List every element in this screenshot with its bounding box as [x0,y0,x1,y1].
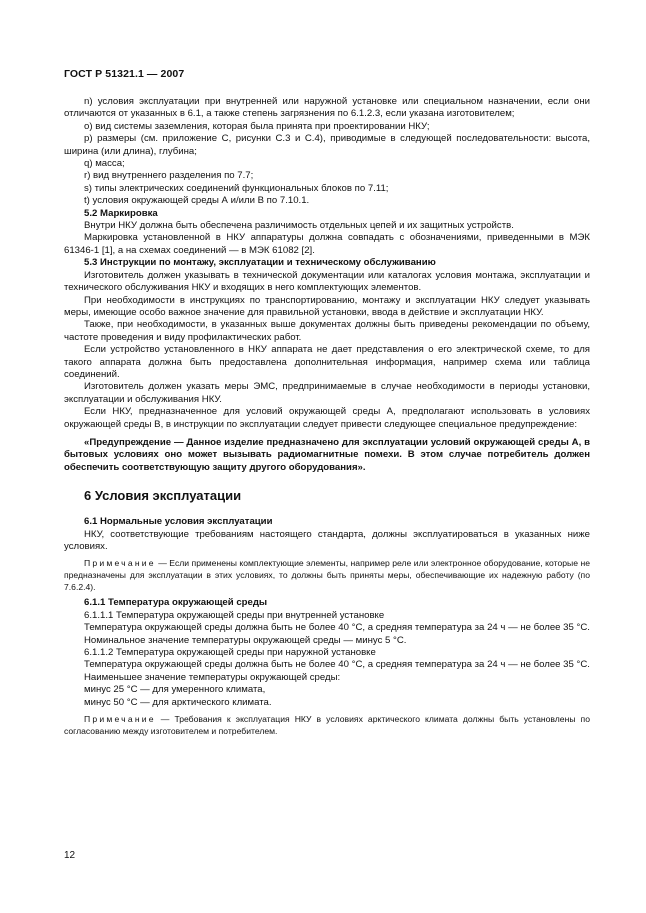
paragraph: р) размеры (см. приложение С, рисунки С.3 и С.4), приводимые в следующей последовательности: высота, ширина (или длина), глубина; [64,133,590,157]
paragraph: минус 25 °С — для умеренного климата, [84,684,266,696]
paragraph: При необходимости в инструкциях по транспортированию, монтажу и эксплуатации НКУ следует указывать меры, имеющие особо важное значение для правильной установки, ввода в действие и эксплуатации НКУ. [64,294,590,318]
page-number: 12 [64,850,76,861]
paragraph: Номинальное значение температуры окружающей среды — минус 5 °С. [84,634,407,646]
section-heading-6: 6 Условия эксплуатации [84,488,242,504]
paragraph: Наименьшее значение температуры окружающей среды: [84,671,341,683]
paragraph: n) условия эксплуатации при внутренней или наружной установке или специальном назначении, если они отличаются от указанных в 6.1, а также степень загрязнения по 6.1.2.3, если указана изготовителем; [64,96,590,120]
paragraph: Изготовитель должен указать меры ЭМС, предпринимаемые в случае необходимости в периоды установки, эксплуатации и обслуживания НКУ. [64,381,590,405]
warning-text: «Предупреждение — Данное изделие предназначено для эксплуатации условий окружающей среды А, в бытовых условиях оно может вызывать радиомагнитные помехи. В этом случае потребитель должен обеспечить соответствующую защиту другого оборудования». [64,436,590,473]
section-heading-6-1: 6.1 Нормальные условия эксплуатации [84,516,273,528]
section-heading-5-3: 5.3 Инструкции по монтажу, эксплуатации и техническому обслуживанию [84,257,436,269]
paragraph: Если НКУ, предназначенное для условий окружающей среды А, предполагают использовать в условиях окружающей среды В, в инструкции по эксплуатации следует привести следующее специальное предупреждение: [64,406,590,430]
paragraph: о) вид системы заземления, которая была принята при проектировании НКУ; [84,120,430,132]
paragraph: Если устройство установленного в НКУ аппарата не дает представления о его электрической схеме, то для такого аппарата должна быть предоставлена дополнительная информация, например схема или таблица соединений. [64,344,590,380]
note-label: Примечание [84,558,156,569]
paragraph: Изготовитель должен указывать в технической документации или каталогах условия монтажа, эксплуатации и технического обслуживания НКУ и входящих в него комплектующих элементов. [64,269,590,294]
paragraph: q) масса; [84,158,125,170]
note-label: Примечание [84,714,156,725]
section-heading-6-1-1: 6.1.1 Температура окружающей среды [84,597,268,609]
paragraph: Температура окружающей среды должна быть не более 40 °С, а средняя температура за 24 ч — не более 35 °С. [84,622,590,634]
paragraph: НКУ, соответствующие требованиям настоящего стандарта, должны эксплуатироваться в указанных ниже условиях. [64,528,590,552]
section-heading-5-2: 5.2 Маркировка [84,207,158,219]
paragraph: Температура окружающей среды должна быть не более 40 °С, а средняя температура за 24 ч — не более 35 °С. [84,659,590,671]
paragraph: 6.1.1.2 Температура окружающей среды при наружной установке [84,647,376,659]
paragraph: s) типы электрических соединений функциональных блоков по 7.11; [84,182,389,194]
document-body [64,96,590,741]
paragraph: r) вид внутреннего разделения по 7.7; [84,170,254,182]
note [64,713,590,737]
paragraph: t) условия окружающей среды А и/или В по 7.10.1. [84,195,310,207]
paragraph: Внутри НКУ должна быть обеспечена различимость отдельных цепей и их защитных устройств. [84,220,514,232]
note-text: — Если применены комплектующие элементы, например реле или электронное оборудование, которые не предназначены для эксплуатации в этих условиях, то должны быть приняты меры, обеспечивающие их надежную работу (по 7.6.2.4). [64,558,590,593]
paragraph: 6.1.1.1 Температура окружающей среды при внутренней установке [84,609,385,621]
paragraph: Маркировка установленной в НКУ аппаратуры должна совпадать с обозначениями, приведенными в МЭК 61346-1 [1], а на схемах соединений — в МЭК 61082 [2]. [64,232,590,256]
note [64,557,590,593]
note-text: — Требования к эксплуатация НКУ в условиях арктического климата должны быть установлены по согласованию между изготовителем и потребителем. [64,714,590,737]
paragraph: Также, при необходимости, в указанных выше документах должны быть приведены рекомендации по объему, частоте проведения и виду профилактических работ. [64,319,590,343]
paragraph: минус 50 °С — для арктического климата. [84,696,272,708]
document-header: ГОСТ Р 51321.1 — 2007 [64,68,185,80]
